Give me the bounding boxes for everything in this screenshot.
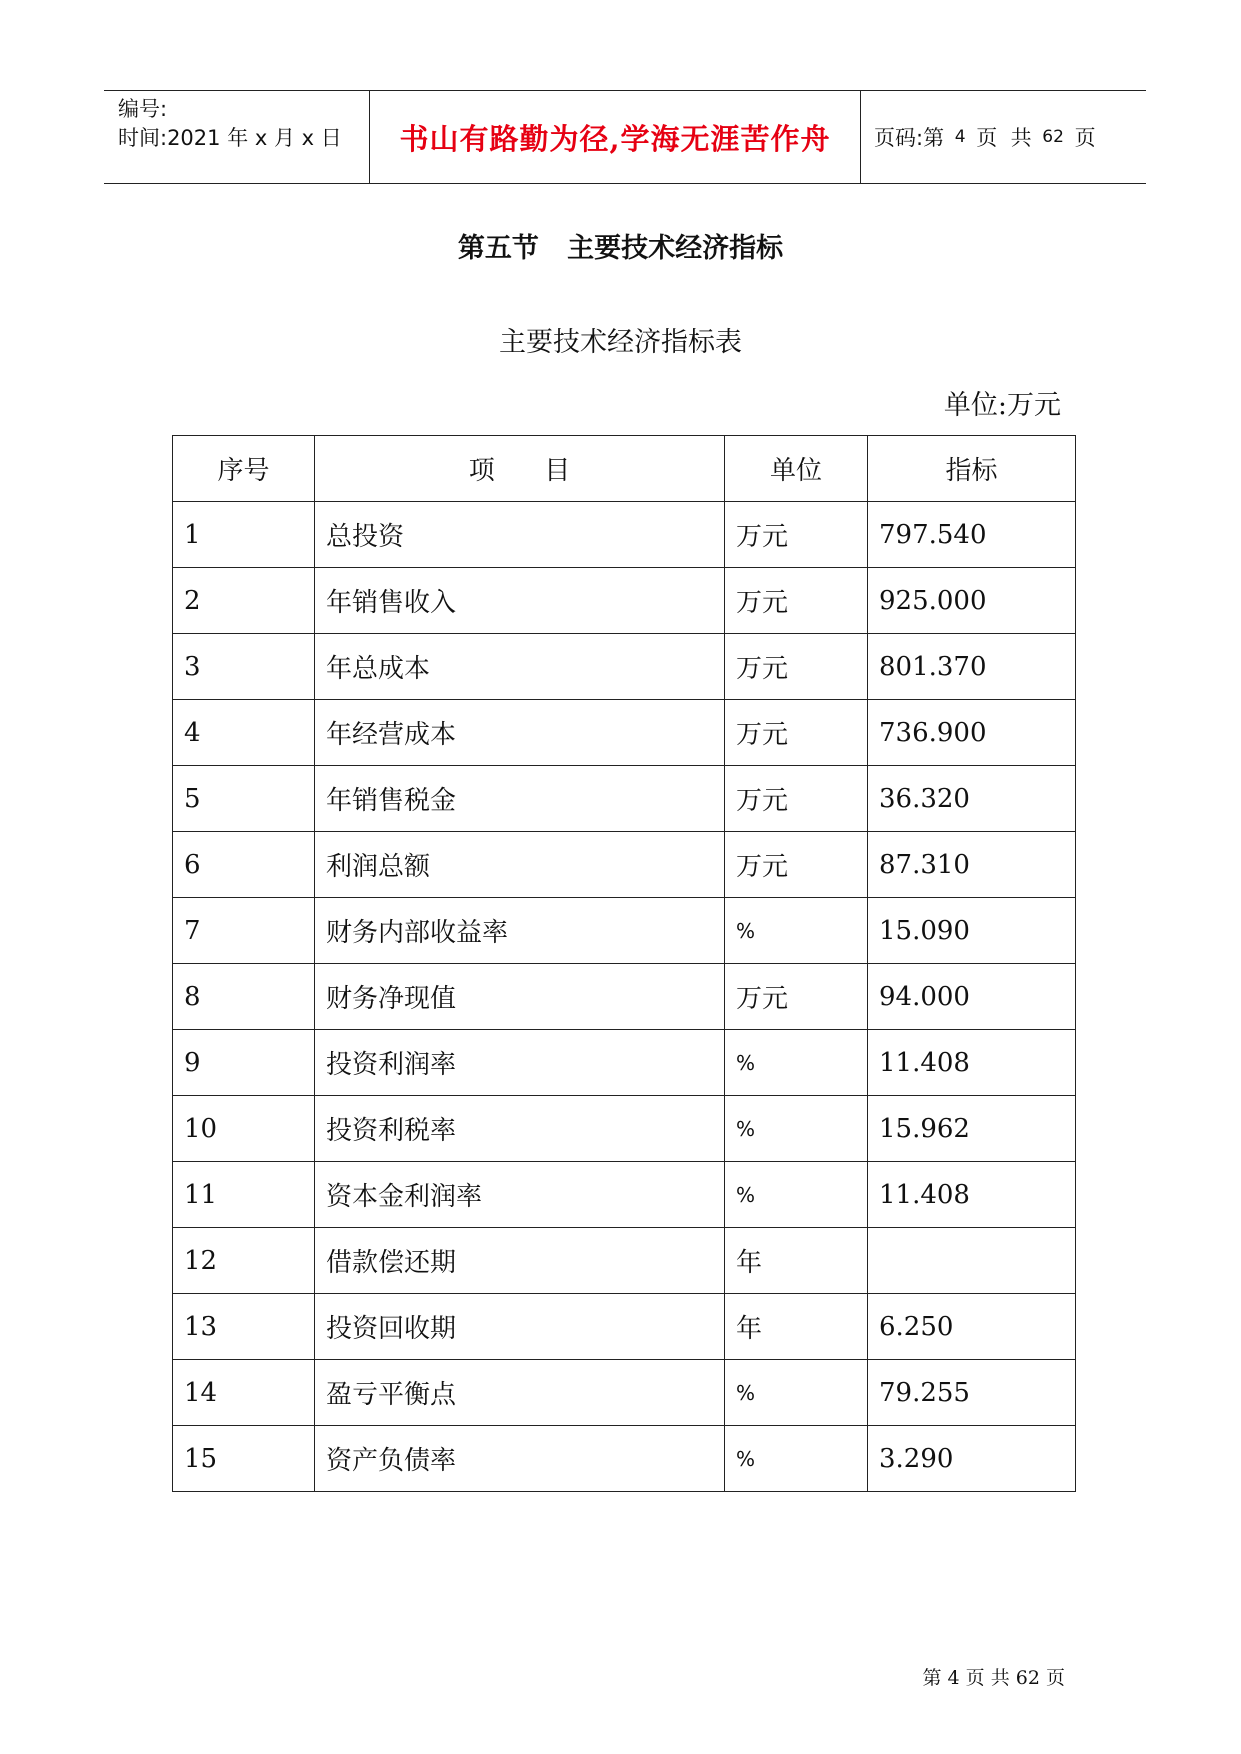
cell-unit: 万元 [725,832,868,898]
table-row [173,898,1076,964]
cell-seq: 6 [173,832,315,898]
section-title: 第五节 主要技术经济指标 [457,233,784,264]
cell-unit: % [725,1426,868,1492]
page-header [104,90,1146,184]
cell-value: 79.255 [868,1360,1076,1426]
cell-value: 94.000 [868,964,1076,1030]
table-row [173,1228,1076,1294]
cell-seq: 8 [173,964,315,1030]
cell-item: 财务净现值 [315,964,725,1030]
table-row [173,1162,1076,1228]
cell-seq: 1 [173,502,315,568]
cell-unit: % [725,1096,868,1162]
cell-item: 盈亏平衡点 [315,1360,725,1426]
cell-seq: 12 [173,1228,315,1294]
page-suffix: 页 [1067,126,1096,150]
cell-value: 15.090 [868,898,1076,964]
cell-seq: 4 [173,700,315,766]
cell-item: 年经营成本 [315,700,725,766]
document-date: 时间:2021 年 x 月 x 日 [118,126,342,150]
page-prefix: 页码:第 [874,126,951,150]
cell-seq: 3 [173,634,315,700]
cell-seq: 7 [173,898,315,964]
cell-unit: 万元 [725,700,868,766]
table-row [173,832,1076,898]
cell-unit: 年 [725,1228,868,1294]
page-current: 4 [954,127,966,147]
cell-item: 年销售税金 [315,766,725,832]
page-middle: 页 共 [969,126,1039,150]
cell-item: 借款偿还期 [315,1228,725,1294]
table-row [173,634,1076,700]
cell-value: 797.540 [868,502,1076,568]
cell-value: 15.962 [868,1096,1076,1162]
header-unit: 单位 [725,436,868,502]
page-footer [910,1641,1065,1690]
cell-item: 财务内部收益率 [315,898,725,964]
table-row [173,1030,1076,1096]
cell-unit: 年 [725,1294,868,1360]
cell-seq: 5 [173,766,315,832]
cell-value: 736.900 [868,700,1076,766]
footer-middle: 页 共 [959,1667,1016,1689]
cell-item: 投资利税率 [315,1096,725,1162]
cell-value: 36.320 [868,766,1076,832]
table-row [173,568,1076,634]
footer-suffix: 页 [1039,1667,1065,1689]
cell-value: 801.370 [868,634,1076,700]
cell-value: 6.250 [868,1294,1076,1360]
cell-value: 3.290 [868,1426,1076,1492]
cell-unit: 万元 [725,634,868,700]
cell-item: 年销售收入 [315,568,725,634]
footer-prefix: 第 [922,1667,948,1689]
cell-seq: 15 [173,1426,315,1492]
cell-item: 利润总额 [315,832,725,898]
cell-item: 投资回收期 [315,1294,725,1360]
cell-item: 资产负债率 [315,1426,725,1492]
cell-seq: 14 [173,1360,315,1426]
header-seq: 序号 [173,436,315,502]
cell-unit: % [725,1162,868,1228]
page-total: 62 [1042,127,1064,147]
table-row [173,766,1076,832]
cell-item: 年总成本 [315,634,725,700]
cell-unit: 万元 [725,568,868,634]
cell-seq: 9 [173,1030,315,1096]
indicators-table [172,435,1076,1492]
table-row [173,1360,1076,1426]
cell-value: 11.408 [868,1162,1076,1228]
table-row [173,700,1076,766]
cell-seq: 10 [173,1096,315,1162]
table-row [173,502,1076,568]
cell-unit: 万元 [725,502,868,568]
header-value: 指标 [868,436,1076,502]
header-motto: 书山有路勤为径,学海无涯苦作舟 [399,121,831,156]
cell-unit: 万元 [725,766,868,832]
unit-note: 单位:万元 [943,390,1061,421]
table-row [173,1096,1076,1162]
footer-current: 4 [947,1667,960,1689]
cell-unit: % [725,1360,868,1426]
cell-unit: % [725,898,868,964]
cell-value: 925.000 [868,568,1076,634]
cell-value: 11.408 [868,1030,1076,1096]
document-number-label: 编号: [118,97,168,121]
header-divider [860,91,861,183]
cell-unit: % [725,1030,868,1096]
footer-total: 62 [1015,1667,1040,1689]
cell-item: 资本金利润率 [315,1162,725,1228]
table-body [173,502,1076,1492]
table-header-row [173,436,1076,502]
table-row [173,964,1076,1030]
cell-seq: 13 [173,1294,315,1360]
cell-item: 总投资 [315,502,725,568]
cell-seq: 11 [173,1162,315,1228]
header-item: 项 目 [315,436,725,502]
table-row [173,1426,1076,1492]
cell-value [868,1228,1076,1294]
cell-seq: 2 [173,568,315,634]
table-title: 主要技术经济指标表 [499,327,742,358]
cell-unit: 万元 [725,964,868,1030]
cell-value: 87.310 [868,832,1076,898]
header-page-indicator [874,91,1096,183]
table-row [173,1294,1076,1360]
cell-item: 投资利润率 [315,1030,725,1096]
